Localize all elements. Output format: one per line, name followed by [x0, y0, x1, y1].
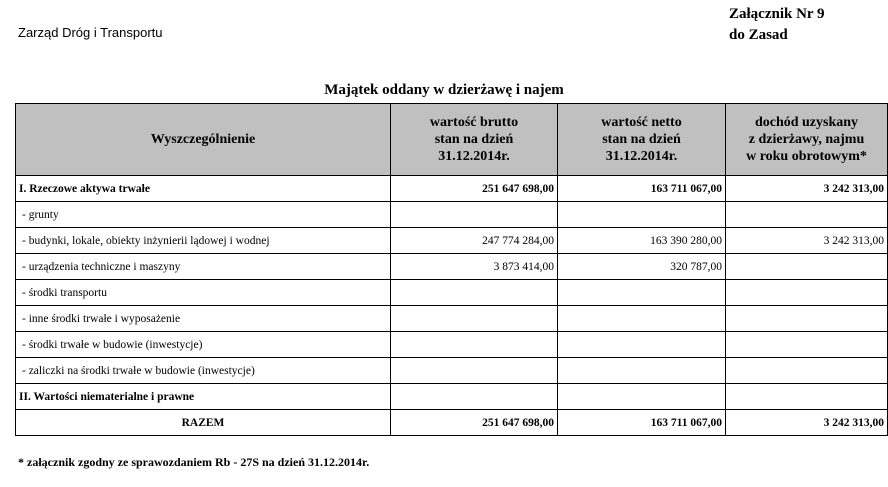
- net-value-cell: 163 390 280,00: [558, 228, 726, 254]
- annex-label: [729, 4, 825, 46]
- gross-value-cell: 247 774 284,00: [391, 228, 558, 254]
- net-value-cell: [558, 332, 726, 358]
- gross-value-cell: 251 647 698,00: [391, 410, 558, 436]
- table-row-total: [16, 410, 888, 436]
- income-cell: [726, 358, 888, 384]
- table-row-machinery: [16, 254, 888, 280]
- gross-value-cell: [391, 384, 558, 410]
- table-row-land: [16, 202, 888, 228]
- table-row-intangibles: [16, 384, 888, 410]
- net-value-cell: 320 787,00: [558, 254, 726, 280]
- gross-value-cell: [391, 332, 558, 358]
- gross-value-cell: 3 873 414,00: [391, 254, 558, 280]
- income-cell: 3 242 313,00: [726, 228, 888, 254]
- table-row-construction: [16, 332, 888, 358]
- row-label: - grunty: [16, 202, 391, 228]
- income-cell: [726, 384, 888, 410]
- row-label: - budynki, lokale, obiekty inżynierii lądowej i wodnej: [16, 228, 391, 254]
- net-value-cell: [558, 306, 726, 332]
- income-cell: [726, 202, 888, 228]
- income-cell: [726, 254, 888, 280]
- assets-table: [15, 103, 888, 436]
- table-row-fixed-assets: [16, 176, 888, 202]
- row-label: RAZEM: [16, 410, 391, 436]
- column-header-income: dochód uzyskany z dzierżawy, najmu w roku obrotowym*: [726, 104, 888, 176]
- annex-number: Załącznik Nr 9: [729, 6, 825, 22]
- net-value-cell: [558, 280, 726, 306]
- annex-reference: do Zasad: [729, 27, 788, 43]
- gross-value-cell: [391, 306, 558, 332]
- income-cell: 3 242 313,00: [726, 176, 888, 202]
- table-row-buildings: [16, 228, 888, 254]
- row-label: - środki trwałe w budowie (inwestycje): [16, 332, 391, 358]
- organization-name: Zarząd Dróg i Transportu: [18, 25, 163, 40]
- net-value-cell: [558, 202, 726, 228]
- row-label: I. Rzeczowe aktywa trwałe: [16, 176, 391, 202]
- income-cell: 3 242 313,00: [726, 410, 888, 436]
- column-header-net-value: wartość netto stan na dzień 31.12.2014r.: [558, 104, 726, 176]
- column-header-description: Wyszczególnienie: [16, 104, 391, 176]
- gross-value-cell: [391, 280, 558, 306]
- footnote: * załącznik zgodny ze sprawozdaniem Rb - 27S na dzień 31.12.2014r.: [18, 455, 370, 469]
- row-label: - inne środki trwałe i wyposażenie: [16, 306, 391, 332]
- row-label: - zaliczki na środki trwałe w budowie (inwestycje): [16, 358, 391, 384]
- table-row-transport: [16, 280, 888, 306]
- net-value-cell: [558, 384, 726, 410]
- gross-value-cell: [391, 202, 558, 228]
- net-value-cell: [558, 358, 726, 384]
- table-row-other-assets: [16, 306, 888, 332]
- table-header-row: [16, 104, 888, 176]
- row-label: - urządzenia techniczne i maszyny: [16, 254, 391, 280]
- income-cell: [726, 280, 888, 306]
- income-cell: [726, 306, 888, 332]
- gross-value-cell: 251 647 698,00: [391, 176, 558, 202]
- income-cell: [726, 332, 888, 358]
- net-value-cell: 163 711 067,00: [558, 410, 726, 436]
- net-value-cell: 163 711 067,00: [558, 176, 726, 202]
- row-label: - środki transportu: [16, 280, 391, 306]
- page-title: Majątek oddany w dzierżawę i najem: [324, 82, 564, 98]
- column-header-gross-value: wartość brutto stan na dzień 31.12.2014r.: [391, 104, 558, 176]
- gross-value-cell: [391, 358, 558, 384]
- row-label: II. Wartości niematerialne i prawne: [16, 384, 391, 410]
- table-row-advances: [16, 358, 888, 384]
